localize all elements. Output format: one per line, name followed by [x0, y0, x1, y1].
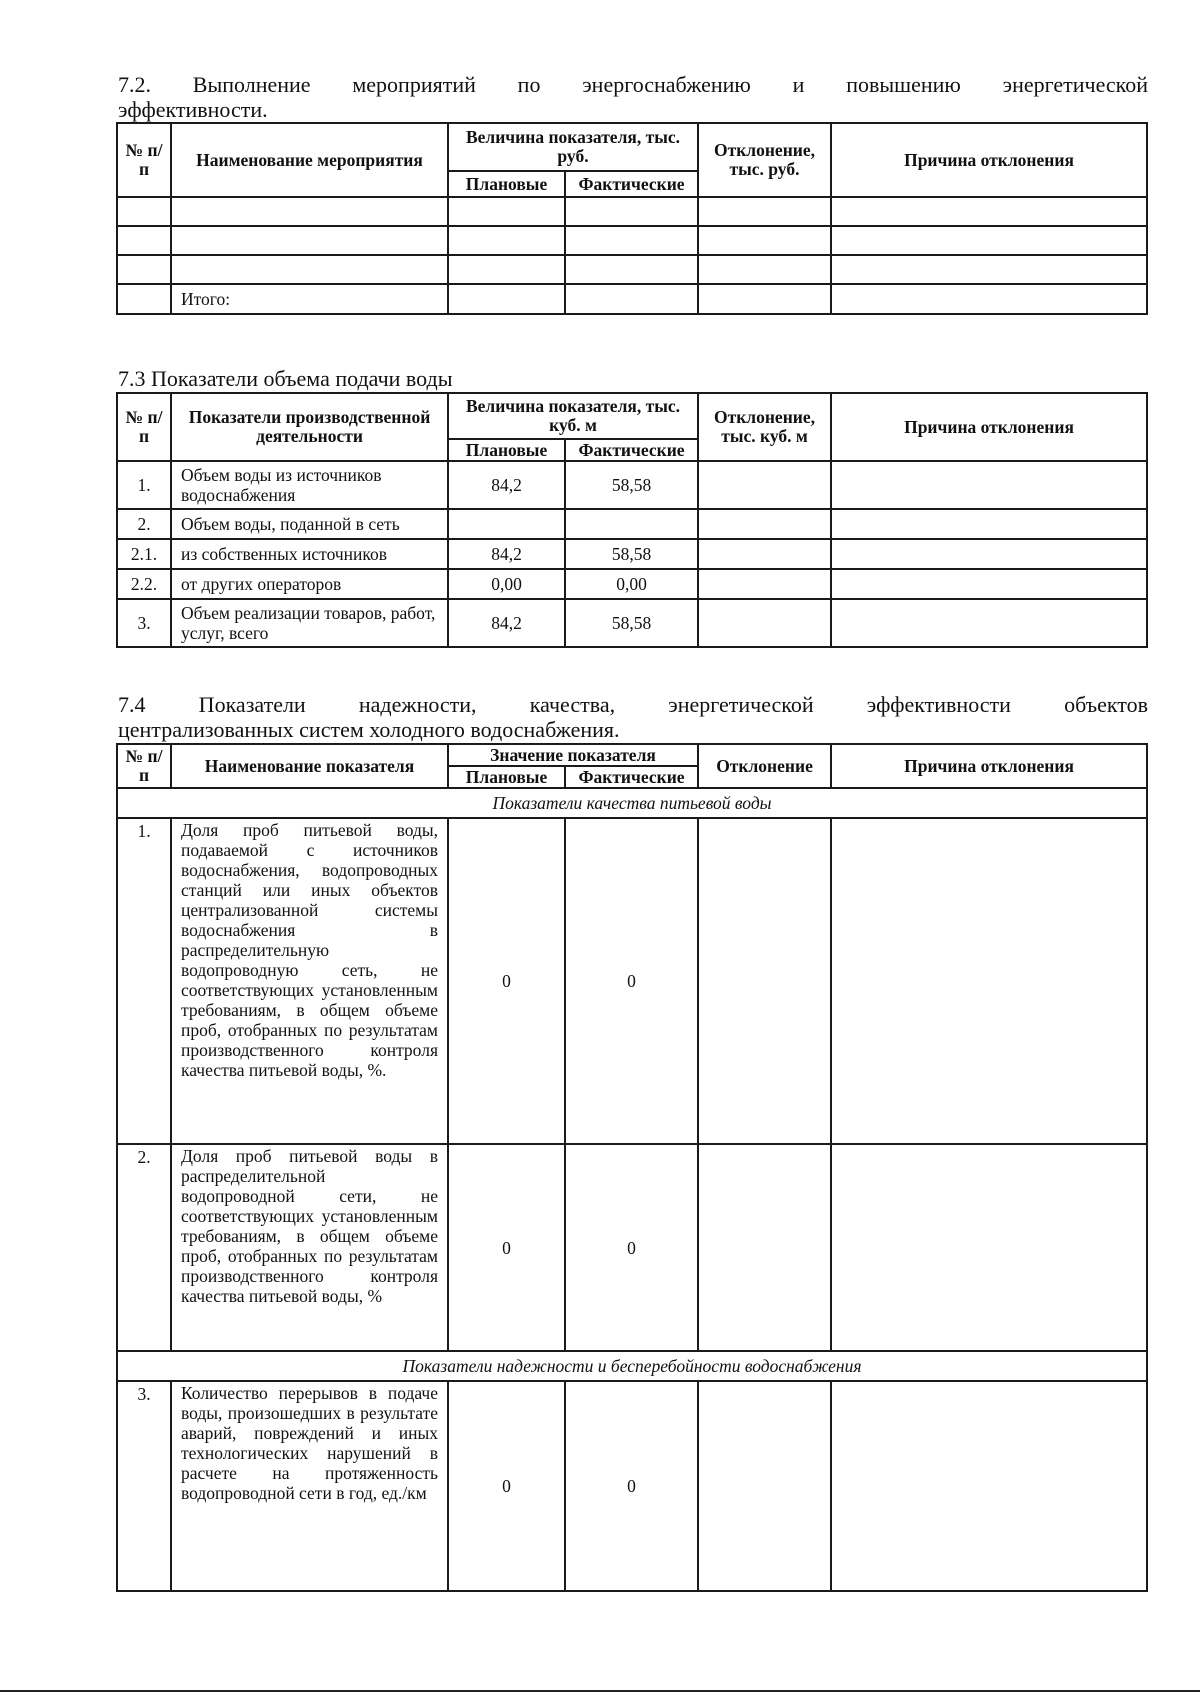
- row-plan: 84,2: [448, 599, 565, 647]
- header-value: Значение показателя: [448, 744, 698, 766]
- row-plan: [448, 509, 565, 539]
- table-row: [117, 818, 1147, 1144]
- empty-cell: [117, 226, 171, 255]
- row-fact: 0: [565, 818, 698, 1144]
- header-name: Наименование показателя: [171, 744, 448, 788]
- header-deviation: Отклонение: [698, 744, 831, 788]
- row-plan: 84,2: [448, 539, 565, 569]
- empty-cell: [448, 255, 565, 284]
- empty-cell: [831, 226, 1147, 255]
- row-reason: [831, 569, 1147, 599]
- section-7-3-title: 7.3 Показатели объема подачи воды: [118, 366, 453, 391]
- row-deviation: [698, 569, 831, 599]
- header-value: Величина показателя, тыс. руб.: [448, 123, 698, 171]
- row-plan: 0,00: [448, 569, 565, 599]
- table-row: [117, 255, 1147, 284]
- row-name: Доля проб питьевой воды, подаваемой с источников водоснабжения, водопроводных станций или иных объектов централизованной системы водоснабжения в распределительную водопроводную сеть, не соответствующих установленным требованиям, в общем объеме проб, отобранных по результатам производственного контроля качества питьевой воды, %.: [171, 818, 448, 1144]
- row-reason: [831, 461, 1147, 509]
- header-reason: Причина отклонения: [831, 123, 1147, 197]
- row-reason: [831, 539, 1147, 569]
- section-7-2-title-line2: эффективности.: [118, 97, 268, 122]
- empty-cell: [565, 284, 698, 314]
- row-fact: 0: [565, 1381, 698, 1591]
- row-num: 2.: [117, 1144, 171, 1351]
- row-reason: [831, 509, 1147, 539]
- row-fact: 58,58: [565, 599, 698, 647]
- empty-cell: [171, 226, 448, 255]
- header-num: № п/п: [117, 744, 171, 788]
- row-name: Объем воды, поданной в сеть: [171, 509, 448, 539]
- empty-cell: [565, 226, 698, 255]
- row-fact: 0: [565, 1144, 698, 1351]
- row-deviation: [698, 461, 831, 509]
- empty-cell: [698, 255, 831, 284]
- row-plan: 84,2: [448, 461, 565, 509]
- table-7-2: [116, 122, 1148, 315]
- empty-cell: [698, 226, 831, 255]
- header-fact: Фактические: [565, 766, 698, 788]
- row-plan: 0: [448, 1381, 565, 1591]
- row-name: Количество перерывов в подаче воды, произошедших в результате аварий, повреждений и иных технологических нарушений в расчете на протяженность водопроводной сети в год, ед./км: [171, 1381, 448, 1591]
- row-reason: [831, 818, 1147, 1144]
- section-7-4-title-line2: централизованных систем холодного водоснабжения.: [118, 717, 620, 742]
- table-row: [117, 599, 1147, 647]
- table-7-3: [116, 392, 1148, 648]
- empty-cell: [698, 197, 831, 226]
- row-name: Доля проб питьевой воды в распределительной водопроводной сети, не соответствующих установленным требованиям, в общем объеме проб, отобранных по результатам производственного контроля качества питьевой воды, %: [171, 1144, 448, 1351]
- row-plan: 0: [448, 1144, 565, 1351]
- empty-cell: [117, 197, 171, 226]
- table-row: [117, 461, 1147, 509]
- row-plan: 0: [448, 818, 565, 1144]
- row-reason: [831, 599, 1147, 647]
- total-row: [117, 284, 1147, 314]
- header-num: № п/п: [117, 123, 171, 197]
- row-num: 2.1.: [117, 539, 171, 569]
- row-num: 2.: [117, 509, 171, 539]
- row-name: Объем воды из источников водоснабжения: [171, 461, 448, 509]
- header-deviation: Отклонение, тыс. руб.: [698, 123, 831, 197]
- header-plan: Плановые: [448, 766, 565, 788]
- table-row: [117, 509, 1147, 539]
- row-fact: 58,58: [565, 461, 698, 509]
- empty-cell: [117, 255, 171, 284]
- header-deviation: Отклонение, тыс. куб. м: [698, 393, 831, 461]
- row-deviation: [698, 509, 831, 539]
- row-fact: [565, 509, 698, 539]
- empty-cell: [448, 284, 565, 314]
- header-reason: Причина отклонения: [831, 744, 1147, 788]
- table-row: [117, 197, 1147, 226]
- table-row: [117, 226, 1147, 255]
- row-num: 1.: [117, 461, 171, 509]
- row-deviation: [698, 1381, 831, 1591]
- row-reason: [831, 1381, 1147, 1591]
- header-plan: Плановые: [448, 439, 565, 461]
- empty-cell: [448, 226, 565, 255]
- empty-cell: [171, 197, 448, 226]
- table-7-4: [116, 743, 1148, 1592]
- row-deviation: [698, 818, 831, 1144]
- table-row: [117, 1381, 1147, 1591]
- row-fact: 58,58: [565, 539, 698, 569]
- row-num: 3.: [117, 1381, 171, 1591]
- empty-cell: [565, 197, 698, 226]
- section-quality-heading: Показатели качества питьевой воды: [117, 788, 1147, 818]
- table-row: [117, 539, 1147, 569]
- section-7-4-title-line1: 7.4 Показатели надежности, качества, энергетической эффективности объектов: [118, 692, 1148, 717]
- row-deviation: [698, 539, 831, 569]
- header-reason: Причина отклонения: [831, 393, 1147, 461]
- header-fact: Фактические: [565, 171, 698, 197]
- page-bottom-rule: [0, 1690, 1200, 1692]
- row-name: из собственных источников: [171, 539, 448, 569]
- section-7-2-title-line1: 7.2. Выполнение мероприятий по энергоснабжению и повышению энергетической: [118, 72, 1148, 97]
- row-fact: 0,00: [565, 569, 698, 599]
- header-name: Наименование мероприятия: [171, 123, 448, 197]
- row-reason: [831, 1144, 1147, 1351]
- header-name: Показатели производственной деятельности: [171, 393, 448, 461]
- empty-cell: [831, 284, 1147, 314]
- empty-cell: [565, 255, 698, 284]
- header-fact: Фактические: [565, 439, 698, 461]
- row-name: от других операторов: [171, 569, 448, 599]
- row-deviation: [698, 599, 831, 647]
- row-num: 2.2.: [117, 569, 171, 599]
- header-value: Величина показателя, тыс. куб. м: [448, 393, 698, 439]
- empty-cell: [448, 197, 565, 226]
- empty-cell: [171, 255, 448, 284]
- section-reliability-heading: Показатели надежности и бесперебойности водоснабжения: [117, 1351, 1147, 1381]
- row-deviation: [698, 1144, 831, 1351]
- empty-cell: [117, 284, 171, 314]
- total-label: Итого:: [171, 284, 448, 314]
- row-num: 1.: [117, 818, 171, 1144]
- empty-cell: [698, 284, 831, 314]
- table-row: [117, 569, 1147, 599]
- empty-cell: [831, 255, 1147, 284]
- row-num: 3.: [117, 599, 171, 647]
- table-row: [117, 1144, 1147, 1351]
- header-plan: Плановые: [448, 171, 565, 197]
- row-name: Объем реализации товаров, работ, услуг, всего: [171, 599, 448, 647]
- header-num: № п/п: [117, 393, 171, 461]
- empty-cell: [831, 197, 1147, 226]
